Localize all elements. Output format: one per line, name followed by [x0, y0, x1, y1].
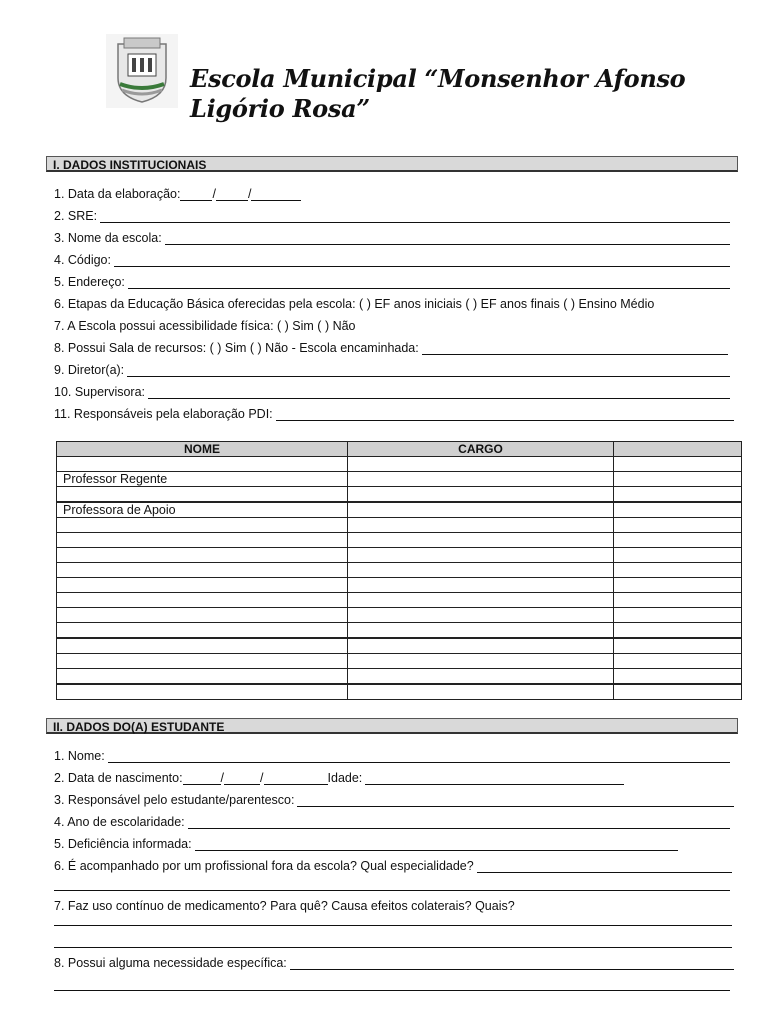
table-row: [57, 578, 742, 593]
table-cell[interactable]: [348, 623, 614, 639]
field-label: 1. Nome:: [54, 749, 105, 763]
field-acessibilidade[interactable]: [54, 317, 730, 333]
table-row: [57, 472, 742, 487]
school-logo-icon: [106, 34, 178, 108]
field-medicamento[interactable]: [54, 897, 730, 913]
section-institutional-title: I. DADOS INSTITUCIONAIS: [46, 156, 738, 172]
answer-line[interactable]: [54, 890, 730, 891]
answer-line[interactable]: [54, 925, 732, 926]
field-endereco[interactable]: [54, 273, 730, 289]
table-cell[interactable]: [57, 548, 348, 563]
field-data-elaboracao[interactable]: 1. Data da elaboração: / /: [54, 185, 314, 201]
table-cell[interactable]: [614, 518, 742, 533]
table-row: [57, 654, 742, 669]
table-cell[interactable]: [348, 684, 614, 700]
field-diretor[interactable]: [54, 361, 730, 377]
field-label: 8. Possui alguma necessidade específica:: [54, 956, 287, 970]
table-cell[interactable]: [57, 684, 348, 700]
column-header-nome: NOME: [57, 442, 348, 457]
field-label: 10. Supervisora:: [54, 385, 146, 399]
table-row: [57, 502, 742, 518]
table-row: [57, 593, 742, 608]
table-cell[interactable]: [57, 533, 348, 548]
table-row: [57, 518, 742, 533]
field-label: 1. Data da elaboração:: [54, 187, 181, 201]
staff-table: [56, 441, 742, 700]
table-cell[interactable]: [348, 608, 614, 623]
table-cell[interactable]: [614, 684, 742, 700]
table-cell[interactable]: [57, 638, 348, 654]
table-cell[interactable]: [348, 472, 614, 487]
field-label: 2. SRE:: [54, 209, 98, 223]
table-cell[interactable]: [348, 654, 614, 669]
table-cell[interactable]: [614, 638, 742, 654]
field-nome-escola[interactable]: [54, 229, 730, 245]
section-student-title: II. DADOS DO(A) ESTUDANTE: [46, 718, 738, 734]
field-label: 7. Faz uso contínuo de medicamento? Para quê? Causa efeitos colaterais? Quais?: [54, 899, 515, 913]
table-cell[interactable]: [348, 457, 614, 472]
answer-line[interactable]: [54, 990, 730, 991]
table-cell[interactable]: [614, 623, 742, 639]
table-header-row: [57, 442, 742, 457]
table-cell[interactable]: Professor Regente: [57, 472, 348, 487]
table-cell[interactable]: [614, 608, 742, 623]
field-label: 6. Etapas da Educação Básica oferecidas pela escola: ( ) EF anos iniciais ( ) EF anos finais ( ) Ensino Médio: [54, 297, 655, 311]
table-cell[interactable]: [348, 487, 614, 503]
field-label: 3. Nome da escola:: [54, 231, 162, 245]
table-cell[interactable]: [614, 487, 742, 503]
field-data-nascimento[interactable]: 2. Data de nascimento: / / Idade:: [54, 769, 624, 785]
table-cell[interactable]: [348, 533, 614, 548]
field-label: 5. Deficiência informada:: [54, 837, 192, 851]
table-row: [57, 563, 742, 578]
field-nome-estudante[interactable]: [54, 747, 730, 763]
field-label: 3. Responsável pelo estudante/parentesco:: [54, 793, 295, 807]
field-etapas[interactable]: [54, 295, 730, 311]
table-cell[interactable]: [348, 578, 614, 593]
column-header-cargo: CARGO: [348, 442, 614, 457]
table-cell[interactable]: [57, 608, 348, 623]
table-row: [57, 684, 742, 700]
field-label-idade: Idade:: [327, 771, 363, 785]
field-sala-recursos[interactable]: [54, 339, 728, 355]
table-cell[interactable]: [57, 487, 348, 503]
table-cell[interactable]: [348, 518, 614, 533]
table-cell[interactable]: [57, 457, 348, 472]
table-cell[interactable]: [348, 669, 614, 685]
table-cell[interactable]: [57, 563, 348, 578]
table-cell[interactable]: [614, 533, 742, 548]
field-supervisora[interactable]: [54, 383, 730, 399]
field-label: 7. A Escola possui acessibilidade física: ( ) Sim ( ) Não: [54, 319, 356, 333]
table-cell[interactable]: [614, 548, 742, 563]
table-cell[interactable]: [57, 669, 348, 685]
table-cell[interactable]: [614, 457, 742, 472]
table-cell[interactable]: [614, 593, 742, 608]
table-cell[interactable]: [614, 472, 742, 487]
column-header-extra: [614, 442, 742, 457]
field-necessidade[interactable]: [54, 954, 734, 970]
field-label: 8. Possui Sala de recursos: ( ) Sim ( ) Não - Escola encaminhada:: [54, 341, 419, 355]
table-cell[interactable]: [348, 638, 614, 654]
table-cell[interactable]: [614, 563, 742, 578]
field-label: 6. É acompanhado por um profissional fora da escola? Qual especialidade?: [54, 859, 474, 873]
field-responsavel[interactable]: [54, 791, 734, 807]
table-cell[interactable]: [57, 593, 348, 608]
school-name-heading: Escola Municipal “Monsenhor Afonso Ligório Rosa”: [190, 64, 686, 123]
table-cell[interactable]: [348, 502, 614, 518]
table-cell[interactable]: [614, 502, 742, 518]
table-cell[interactable]: [348, 563, 614, 578]
table-row: [57, 457, 742, 472]
table-cell[interactable]: [57, 654, 348, 669]
answer-line[interactable]: [54, 947, 732, 948]
table-row: [57, 608, 742, 623]
field-profissional[interactable]: [54, 857, 732, 873]
table-cell[interactable]: [614, 578, 742, 593]
table-cell[interactable]: [348, 593, 614, 608]
table-row: [57, 638, 742, 654]
field-label: 2. Data de nascimento:: [54, 771, 183, 785]
field-responsaveis-pdi[interactable]: [54, 405, 734, 421]
table-row: [57, 669, 742, 685]
field-label: 4. Código:: [54, 253, 111, 267]
field-label: 4. Ano de escolaridade:: [54, 815, 185, 829]
table-cell[interactable]: [57, 623, 348, 639]
field-ano-escolaridade[interactable]: [54, 813, 730, 829]
field-codigo[interactable]: [54, 251, 730, 267]
table-cell[interactable]: [614, 654, 742, 669]
table-row: [57, 623, 742, 639]
field-label: 11. Responsáveis pela elaboração PDI:: [54, 407, 273, 421]
table-cell[interactable]: Professora de Apoio: [57, 502, 348, 518]
table-cell[interactable]: [57, 578, 348, 593]
field-deficiencia[interactable]: [54, 835, 678, 851]
table-cell[interactable]: [348, 548, 614, 563]
table-row: [57, 548, 742, 563]
field-label: 5. Endereço:: [54, 275, 125, 289]
table-cell[interactable]: [614, 669, 742, 685]
field-sre[interactable]: [54, 207, 730, 223]
table-row: [57, 487, 742, 503]
table-row: [57, 533, 742, 548]
field-label: 9. Diretor(a):: [54, 363, 125, 377]
table-cell[interactable]: [57, 518, 348, 533]
